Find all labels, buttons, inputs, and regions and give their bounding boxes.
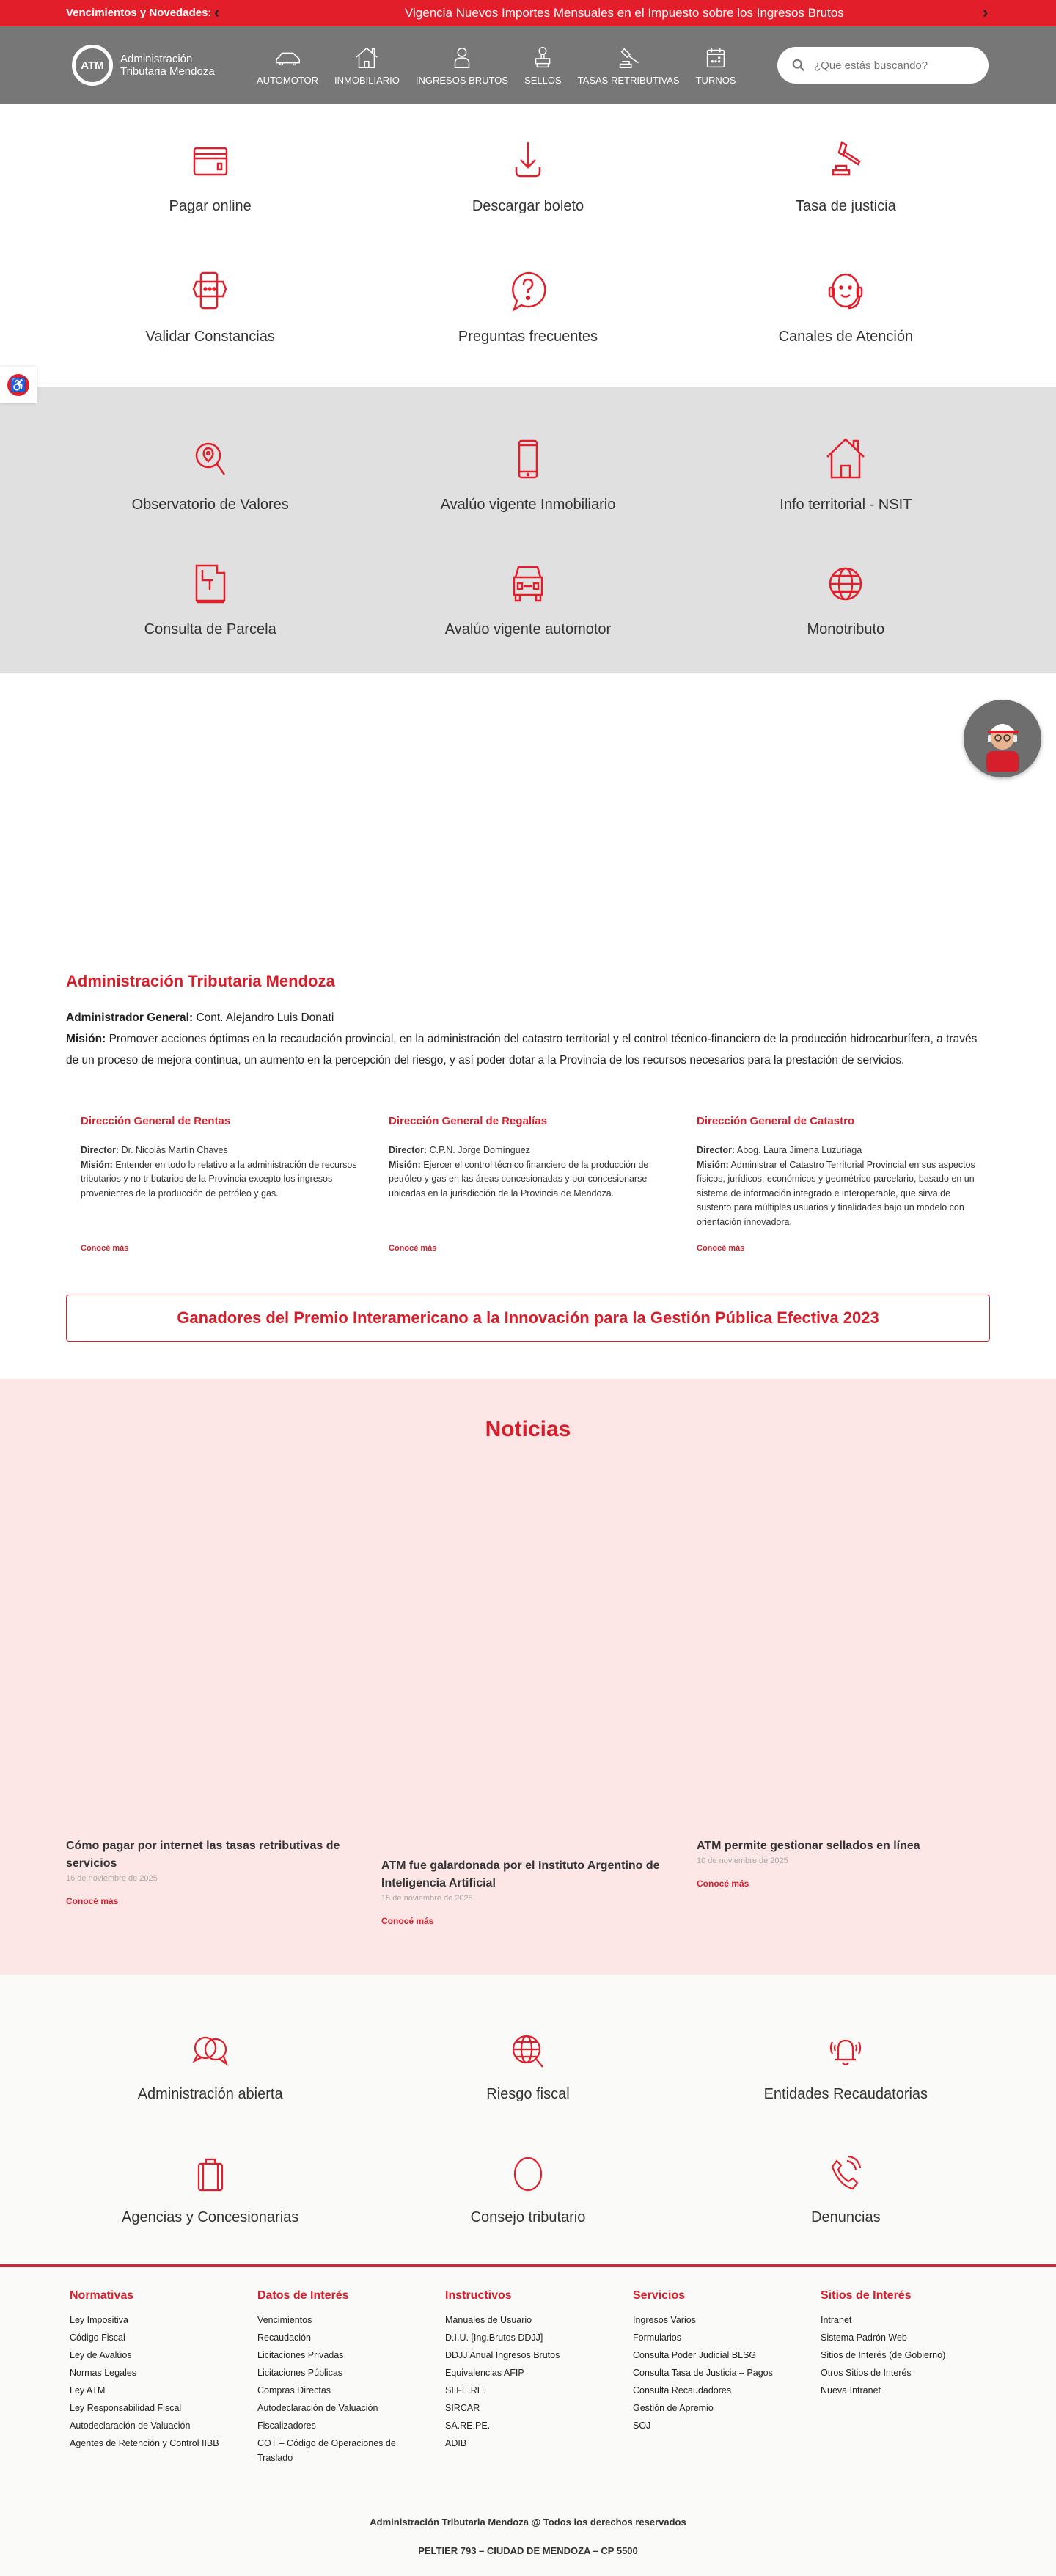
quick-access-section [0, 104, 1056, 387]
footer-link[interactable]: Autodeclaración de Valuación [70, 2421, 191, 2431]
search-location-icon [188, 436, 233, 482]
question-icon [505, 268, 551, 314]
direction-title: Dirección General de Catastro [697, 1115, 855, 1127]
tile-consejo-tributario[interactable] [369, 2154, 686, 2277]
footer-link[interactable]: Licitaciones Públicas [257, 2368, 343, 2378]
conoce-mas-link[interactable]: Conocé más [381, 1916, 434, 1926]
car-front-icon [505, 561, 551, 607]
footer-column-title: Datos de Interés [257, 2289, 349, 2302]
news-section [0, 1379, 1056, 1975]
stamp-icon [529, 45, 557, 70]
footer-link[interactable]: ADIB [445, 2438, 467, 2448]
ticker-next-button[interactable]: › [983, 3, 989, 21]
logo-line2: Tributaria Mendoza [120, 65, 215, 78]
footer-link[interactable]: COT – Código de Operaciones de Traslado [257, 2438, 396, 2463]
globe-icon [823, 561, 868, 607]
tile-label: Monotributo [807, 621, 885, 637]
nav-turnos[interactable] [696, 45, 736, 86]
tile-preguntas-frecuentes[interactable] [369, 257, 686, 380]
tile-consulta-parcela[interactable] [51, 548, 369, 671]
atm-logo[interactable] [72, 45, 215, 86]
nav-automotor[interactable] [257, 45, 318, 86]
more-links-section [0, 1975, 1056, 2264]
director-label: Director: [697, 1145, 736, 1155]
admin-name: Cont. Alejandro Luis Donati [196, 1011, 334, 1024]
search-input[interactable] [814, 59, 961, 72]
footer-link[interactable]: Fiscalizadores [257, 2421, 316, 2431]
copyright-text: Administración Tributaria Mendoza @ Todos los derechos reservados [370, 2517, 686, 2528]
footer-link[interactable]: Formularios [633, 2332, 681, 2343]
tile-avaluo-automotor[interactable] [369, 548, 686, 671]
direction-title: Dirección General de Regalías [389, 1115, 547, 1127]
site-footer [0, 2267, 1056, 2576]
footer-column-instructivos [445, 2289, 633, 2465]
tile-label: Denuncias [811, 2209, 881, 2225]
news-ticker [0, 0, 1056, 26]
news-item[interactable] [697, 1837, 983, 1889]
tile-riesgo-fiscal[interactable] [369, 2030, 686, 2154]
tile-label: Pagar online [169, 198, 252, 214]
about-section [66, 972, 990, 1071]
tile-label: Observatorio de Valores [131, 497, 289, 513]
footer-column-title: Sitios de Interés [821, 2289, 912, 2302]
tile-label: Avalúo vigente automotor [444, 621, 612, 637]
nav-ingresos-brutos[interactable] [416, 45, 508, 86]
director-name: C.P.N. Jorge Domínguez [429, 1145, 530, 1155]
calendar-icon [702, 45, 730, 70]
admin-label: Administrador General: [66, 1011, 194, 1024]
accessibility-icon: ♿ [7, 374, 29, 396]
direction-mision: Administrar el Catastro Territorial Provincial en sus aspectos físicos, jurídicos, económicos y geométrico parcelario, basado en un sistema de información integrado e interoperable, que sirva de sustento para múltiples usuarios y finalidades bajo un modelo con orientación innovadora. [697, 1159, 975, 1227]
briefcase-icon [190, 2154, 231, 2195]
news-item-date: 10 de noviembre de 2025 [697, 1856, 788, 1865]
mision-label: Misión: [81, 1159, 113, 1170]
footer-link[interactable]: SOJ [633, 2421, 651, 2431]
tile-administracion-abierta[interactable] [51, 2030, 369, 2154]
ticker-message[interactable]: Vigencia Nuevos Importes Mensuales en el Impuesto sobre los Ingresos Brutos [405, 6, 844, 20]
tile-label: Validar Constancias [145, 328, 275, 345]
footer-link[interactable]: SA.RE.PE. [445, 2421, 491, 2431]
footer-column-title: Servicios [633, 2289, 686, 2302]
director-label: Director: [389, 1145, 428, 1155]
footer-column-title: Instructivos [445, 2289, 512, 2302]
assistant-avatar-icon [973, 706, 1032, 772]
footer-link[interactable]: Sitios de Interés (de Gobierno) [821, 2350, 946, 2360]
footer-link[interactable]: Recaudación [257, 2332, 311, 2343]
accessibility-button[interactable] [0, 367, 37, 403]
news-item-title[interactable]: Cómo pagar por internet las tasas retributivas de servicios [66, 1840, 340, 1870]
direction-card-catastro [682, 1100, 990, 1262]
tile-label: Tasa de justicia [795, 198, 896, 214]
tile-label: Avalúo vigente Inmobiliario [440, 497, 616, 513]
footer-link[interactable]: Intranet [821, 2315, 852, 2325]
house-icon [823, 436, 868, 482]
footer-column-datos-interes [257, 2289, 445, 2465]
tile-canales-atencion[interactable] [687, 257, 1005, 380]
tile-agencias-concesionarias[interactable] [51, 2154, 369, 2277]
footer-link[interactable]: Autodeclaración de Valuación [257, 2403, 378, 2413]
director-name: Abog. Laura Jimena Luzuriaga [736, 1145, 862, 1155]
tile-pagar-online[interactable] [51, 126, 369, 249]
footer-link[interactable]: Ley Impositiva [70, 2315, 128, 2325]
footer-link[interactable]: SIRCAR [445, 2403, 480, 2413]
footer-link[interactable]: Vencimientos [257, 2315, 312, 2325]
tile-label: Consejo tributario [470, 2209, 586, 2225]
footer-link[interactable]: D.I.U. [Ing.Brutos DDJJ] [445, 2332, 543, 2343]
tile-label: Entidades Recaudatorias [763, 2086, 928, 2102]
footer-link[interactable]: Licitaciones Privadas [257, 2350, 344, 2360]
main-nav [257, 45, 736, 86]
director-label: Director: [81, 1145, 120, 1155]
footer-link[interactable]: Ley Responsabilidad Fiscal [70, 2403, 182, 2413]
nav-sellos[interactable] [524, 45, 562, 86]
tile-label: Consulta de Parcela [144, 621, 276, 637]
tile-label: Descargar boleto [472, 198, 584, 214]
news-item-date: 16 de noviembre de 2025 [66, 1874, 158, 1883]
tile-monotributo[interactable] [687, 548, 1005, 671]
footer-link[interactable]: Ley de Avalúos [70, 2350, 132, 2360]
footer-link[interactable]: Normas Legales [70, 2368, 137, 2378]
circle-icon [507, 2154, 549, 2195]
mision-label: Misión: [697, 1159, 729, 1170]
director-name: Dr. Nicolás Martín Chaves [121, 1145, 228, 1155]
nav-label: SELLOS [524, 75, 562, 86]
news-item-title[interactable]: ATM fue galardonada por el Instituto Argentino de Inteligencia Artificial [381, 1859, 660, 1889]
person-icon [448, 45, 476, 70]
tile-avaluo-inmobiliario[interactable] [369, 423, 686, 546]
footer-link[interactable]: Consulta Recaudadores [633, 2385, 732, 2396]
services-section [0, 387, 1056, 673]
search-box[interactable] [777, 47, 989, 84]
footer-link[interactable]: Otros Sitios de Interés [821, 2368, 912, 2378]
floorplan-icon [188, 561, 233, 607]
nav-label: TURNOS [695, 75, 736, 86]
car-icon [274, 45, 301, 70]
conoce-mas-link[interactable]: Conocé más [81, 1244, 129, 1253]
headset-icon [823, 268, 868, 314]
news-title: Noticias [485, 1417, 571, 1441]
tile-entidades-recaudatorias[interactable] [687, 2030, 1005, 2154]
nav-label: INMOBILIARIO [334, 75, 400, 86]
globe-search-icon [507, 2030, 549, 2071]
direction-card-rentas [66, 1100, 374, 1262]
chat-bubbles-icon [190, 2030, 231, 2071]
gavel-icon [615, 45, 642, 70]
conoce-mas-link[interactable]: Conocé más [389, 1244, 437, 1253]
card-icon [188, 138, 233, 183]
nav-tasas-retributivas[interactable] [578, 45, 680, 86]
address-text: PELTIER 793 – CIUDAD DE MENDOZA – CP 5500 [418, 2545, 638, 2556]
direction-card-regalias [374, 1100, 682, 1262]
tile-denuncias[interactable] [687, 2154, 1005, 2277]
footer-link[interactable]: Consulta Poder Judicial BLSG [633, 2350, 757, 2360]
site-header [0, 26, 1056, 104]
tile-label: Administración abierta [137, 2086, 283, 2102]
conoce-mas-link[interactable]: Conocé más [697, 1878, 749, 1889]
directions-section [66, 1100, 990, 1262]
footer-link[interactable]: Sistema Padrón Web [821, 2332, 907, 2343]
footer-link[interactable]: Agentes de Retención y Control IIBB [70, 2438, 219, 2448]
footer-column-normativas [70, 2289, 257, 2465]
footer-column-title: Normativas [70, 2289, 134, 2302]
phone-call-icon [825, 2154, 866, 2195]
footer-link[interactable]: Nueva Intranet [821, 2385, 881, 2396]
direction-title: Dirección General de Rentas [81, 1115, 231, 1127]
footer-link[interactable]: Código Fiscal [70, 2332, 125, 2343]
footer-link[interactable]: SI.FE.RE. [445, 2385, 486, 2396]
chatbot-avatar-button[interactable] [964, 700, 1041, 777]
footer-link[interactable]: Equivalencias AFIP [445, 2368, 524, 2378]
house-icon [353, 45, 381, 70]
footer-link[interactable]: Ingresos Varios [633, 2315, 696, 2325]
footer-link[interactable]: DDJJ Anual Ingresos Brutos [445, 2350, 560, 2360]
footer-column-sitios-interes [821, 2289, 1008, 2465]
news-item[interactable] [381, 1857, 667, 1926]
footer-link[interactable]: Gestión de Apremio [633, 2403, 714, 2413]
news-item-date: 15 de noviembre de 2025 [381, 1894, 473, 1903]
news-item-title[interactable]: ATM permite gestionar sellados en línea [697, 1840, 920, 1852]
ticker-prev-button[interactable]: ‹ [214, 3, 220, 21]
nav-inmobiliario[interactable] [334, 45, 400, 86]
footer-link[interactable]: Manuales de Usuario [445, 2315, 532, 2325]
mision-label: Misión: [389, 1159, 421, 1170]
footer-column-servicios [633, 2289, 821, 2465]
nav-label: TASAS RETRIBUTIVAS [577, 75, 680, 86]
download-icon [505, 138, 551, 183]
mision-label: Misión: [66, 1033, 106, 1045]
ticker-label: Vencimientos y Novedades: [66, 7, 212, 19]
premio-banner[interactable]: Ganadores del Premio Interamericano a la Innovación para la Gestión Pública Efectiva 2023 [66, 1295, 990, 1342]
tile-label: Riesgo fiscal [486, 2086, 570, 2102]
mision-text: Promover acciones óptimas en la recaudación provincial, en la administración del catastro territorial y el control técnico-financiero de la producción hidrocarburífera, a través de un proceso de mejora continua, un aumento en la percepción del riesgo, y así poder dotar a la Provincia de los recursos necesarios para la prestación de servicios. [66, 1033, 978, 1066]
logo-circle: ATM [72, 45, 113, 86]
tile-label: Agencias y Concesionarias [122, 2209, 299, 2225]
footer-link[interactable]: Ley ATM [70, 2385, 106, 2396]
bell-icon [825, 2030, 866, 2071]
footer-link[interactable]: Consulta Tasa de Justicia – Pagos [633, 2368, 773, 2378]
direction-mision: Entender en todo lo relativo a la administración de recursos tributarios y no tributarios de la Provincia excepto los ingresos provenientes de la producción de petróleo y gas. [81, 1159, 357, 1199]
conoce-mas-link[interactable]: Conocé más [66, 1896, 119, 1906]
phone-icon [505, 436, 551, 482]
chat-device-icon [188, 268, 233, 314]
nav-label: AUTOMOTOR [257, 75, 319, 86]
tile-descargar-boleto[interactable] [369, 126, 686, 249]
footer-link[interactable]: Compras Directas [257, 2385, 331, 2396]
tile-observatorio-valores[interactable] [51, 423, 369, 546]
news-item[interactable] [66, 1837, 352, 1906]
tile-tasa-justicia[interactable] [687, 126, 1005, 249]
tile-label: Canales de Atención [778, 328, 914, 345]
gavel-icon [823, 138, 868, 183]
tile-validar-constancias[interactable] [51, 257, 369, 380]
conoce-mas-link[interactable]: Conocé más [697, 1244, 745, 1253]
tile-label: Preguntas frecuentes [458, 328, 598, 345]
tile-info-territorial[interactable] [687, 423, 1005, 546]
search-icon [792, 59, 805, 72]
nav-label: INGRESOS BRUTOS [415, 75, 509, 86]
tile-label: Info territorial - NSIT [780, 497, 912, 513]
logo-line1: Administración [120, 53, 193, 65]
about-title: Administración Tributaria Mendoza [66, 972, 335, 990]
direction-mision: Ejercer el control técnico financiero de la producción de petróleo y gas en las áreas concesionadas y por concesionarse ubicadas en la jurisdicción de la Provincia de Mendoza. [389, 1159, 649, 1199]
